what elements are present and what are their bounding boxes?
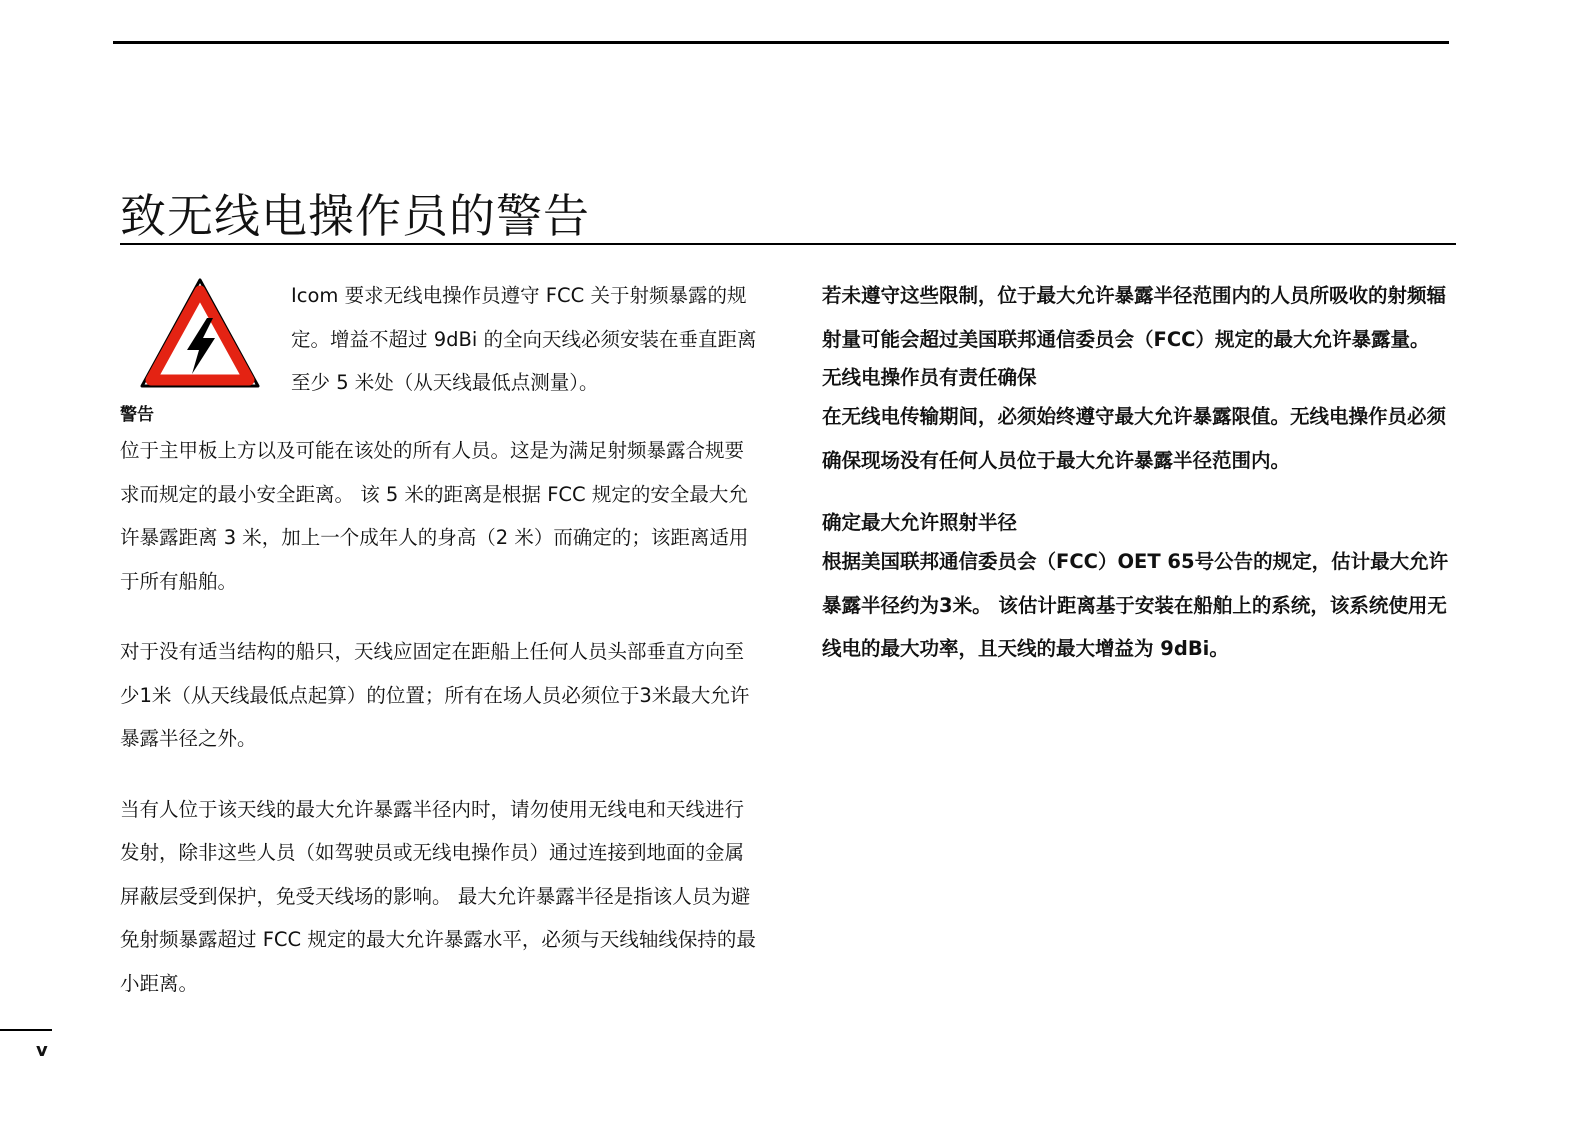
left-column [120,429,757,1005]
page-title: 致无线电操作员的警告 [120,189,590,243]
right-heading-2: 确定最大允许照射半径 [822,511,1018,534]
page-number-rule [0,1029,52,1031]
title-rule [120,243,1456,245]
top-rule [113,41,1449,44]
right-heading-1: 无线电操作员有责任确保 [822,366,1037,389]
left-paragraph-3: 当有人位于该天线的最大允许暴露半径内时，请勿使用无线电和天线进行发射，除非这些人员（如驾驶员或无线电操作员）通过连接到地面的金属屏蔽层受到保护，免受天线场的影响。 最大允许暴露半径是指该人员为避免射频暴露超过 FCC 规定的最大允许暴露水平，必须与天线轴线保持的最小距离。 [120,797,756,995]
high-voltage-warning-icon [137,274,263,392]
intro-paragraph: Icom 要求无线电操作员遵守 FCC 关于射频暴露的规定。增益不超过 9dBi 的全向天线必须安装在垂直距离至少 5 米处（从天线最低点测量）。 [291,284,757,394]
right-column [822,274,1458,671]
right-paragraph-1: 若未遵守这些限制，位于最大允许暴露半径范围内的人员所吸收的射频辐射量可能会超过美国联邦通信委员会（FCC）规定的最大允许暴露量。 [822,284,1447,351]
left-paragraph-2: 对于没有适当结构的船只，天线应固定在距船上任何人员头部垂直方向至少1米（从天线最低点起算）的位置；所有在场人员必须位于3米最大允许暴露半径之外。 [120,640,750,750]
left-paragraph-1: 位于主甲板上方以及可能在该处的所有人员。这是为满足射频暴露合规要求而规定的最小安全距离。 该 5 米的距离是根据 FCC 规定的安全最大允许暴露距离 3 米，加上一个成年人的身高（2 米）而确定的；该距离适用于所有船舶。 [120,439,749,593]
warning-caption: 警告 [120,405,154,425]
page-number: v [36,1040,48,1061]
right-paragraph-2: 在无线电传输期间，必须始终遵守最大允许暴露限值。无线电操作员必须确保现场没有任何人员位于最大允许暴露半径范围内。 [822,405,1447,472]
right-paragraph-3: 根据美国联邦通信委员会（FCC）OET 65号公告的规定，估计最大允许暴露半径约为3米。 该估计距离基于安装在船舶上的系统，该系统使用无线电的最大功率，且天线的最大增益为 9dBi。 [822,550,1449,660]
